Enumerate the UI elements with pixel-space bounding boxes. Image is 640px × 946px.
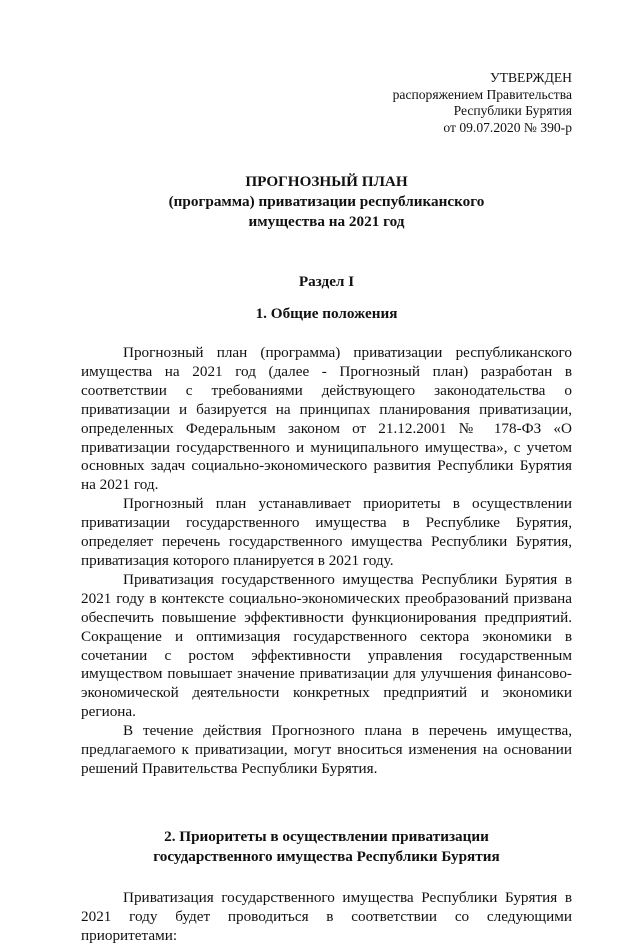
paragraph: Прогнозный план (программа) приватизации республиканского имущества на 2021 год (далее - Прогнозный план) разработан в соответствии с требованиями действующего законодательства о приватизации и базируется на принципах планирования приватизации, определенных Федеральным законом от 21.12.2001 № 178-ФЗ «О приватизации государственного и муниципального имущества», с учетом основных задач социально-экономического развития Республики Бурятия на 2021 год. [81,344,572,494]
paragraph: Приватизация государственного имущества Республики Бурятия в 2021 году в контексте социально-экономических преобразований призвана обеспечить повышение эффективности функционирования предприятий. Сокращение и оптимизация государственного сектора экономики в сочетании с ростом эффективности управления государственным имуществом повышает значение приватизации для улучшения финансово-экономической деятельности конкретных предприятий и экономики региона. [81,570,572,721]
subsection-body-priorities [81,889,572,946]
subsection-title-general: 1. Общие положения [255,305,398,322]
subsection-title-line: 2. Приоритеты в осуществлении приватизации [164,827,489,845]
subsection-title-line: государственного имущества Республики Бурятия [153,847,500,865]
approval-status: УТВЕРЖДЕН [490,70,572,85]
approval-block [81,70,572,136]
paragraph: Приватизация государственного имущества Республики Бурятия в 2021 году будет проводиться в соответствии со следующими приоритетами: [81,888,572,944]
approval-order-date-number: от 09.07.2020 № 390-р [443,119,572,135]
subsection-title-priorities [81,827,572,867]
document-title-line: ПРОГНОЗНЫЙ ПЛАН [245,173,408,190]
document-title-line: (программа) приватизации республиканского [168,193,485,210]
document-title [81,172,572,232]
document-title-line: имущества на 2021 год [248,213,405,230]
section-label: Раздел I [298,273,355,290]
paragraph: В течение действия Прогнозного плана в перечень имущества, предлагаемого к приватизации, могут вноситься изменения на основании решений Правительства Республики Бурятия. [81,722,572,777]
approval-authority: распоряжением Правительства [392,86,572,102]
subsection-body-general [81,344,572,779]
approval-region: Республики Бурятия [453,103,572,118]
paragraph: Прогнозный план устанавливает приоритеты в осуществлении приватизации государственного имущества в Республике Бурятия, определяет перечень государственного имущества Республики Бурятия, приватизация которого планируется в 2021 году. [81,495,572,569]
